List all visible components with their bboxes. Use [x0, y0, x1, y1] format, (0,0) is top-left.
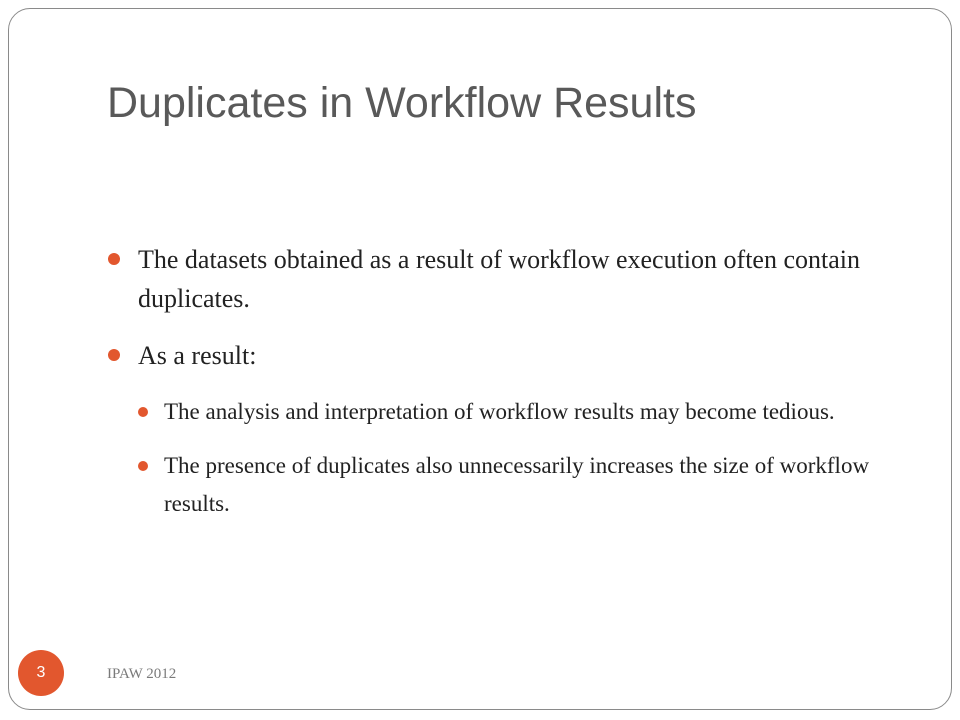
slide-title: Duplicates in Workflow Results: [107, 79, 697, 127]
sub-bullet-text: The presence of duplicates also unnecessarily increases the size of workflow results.: [164, 453, 870, 516]
slide-content: [106, 240, 906, 539]
sub-bullet-icon: [138, 407, 148, 417]
bullet-icon: [108, 349, 120, 361]
sub-bullet-text: The analysis and interpretation of workflow results may become tedious.: [164, 399, 835, 424]
bullet-text: As a result:: [138, 341, 257, 370]
sub-bullet-item: [136, 393, 906, 431]
footer-text: IPAW 2012: [107, 666, 177, 682]
bullet-item: [106, 336, 906, 375]
bullet-item: [106, 240, 906, 318]
sub-bullet-icon: [138, 461, 148, 471]
bullet-icon: [108, 253, 120, 265]
sub-bullet-item: [136, 447, 906, 523]
page-number-badge: 3: [18, 650, 64, 696]
bullet-text: The datasets obtained as a result of workflow execution often contain duplicates.: [138, 245, 860, 313]
